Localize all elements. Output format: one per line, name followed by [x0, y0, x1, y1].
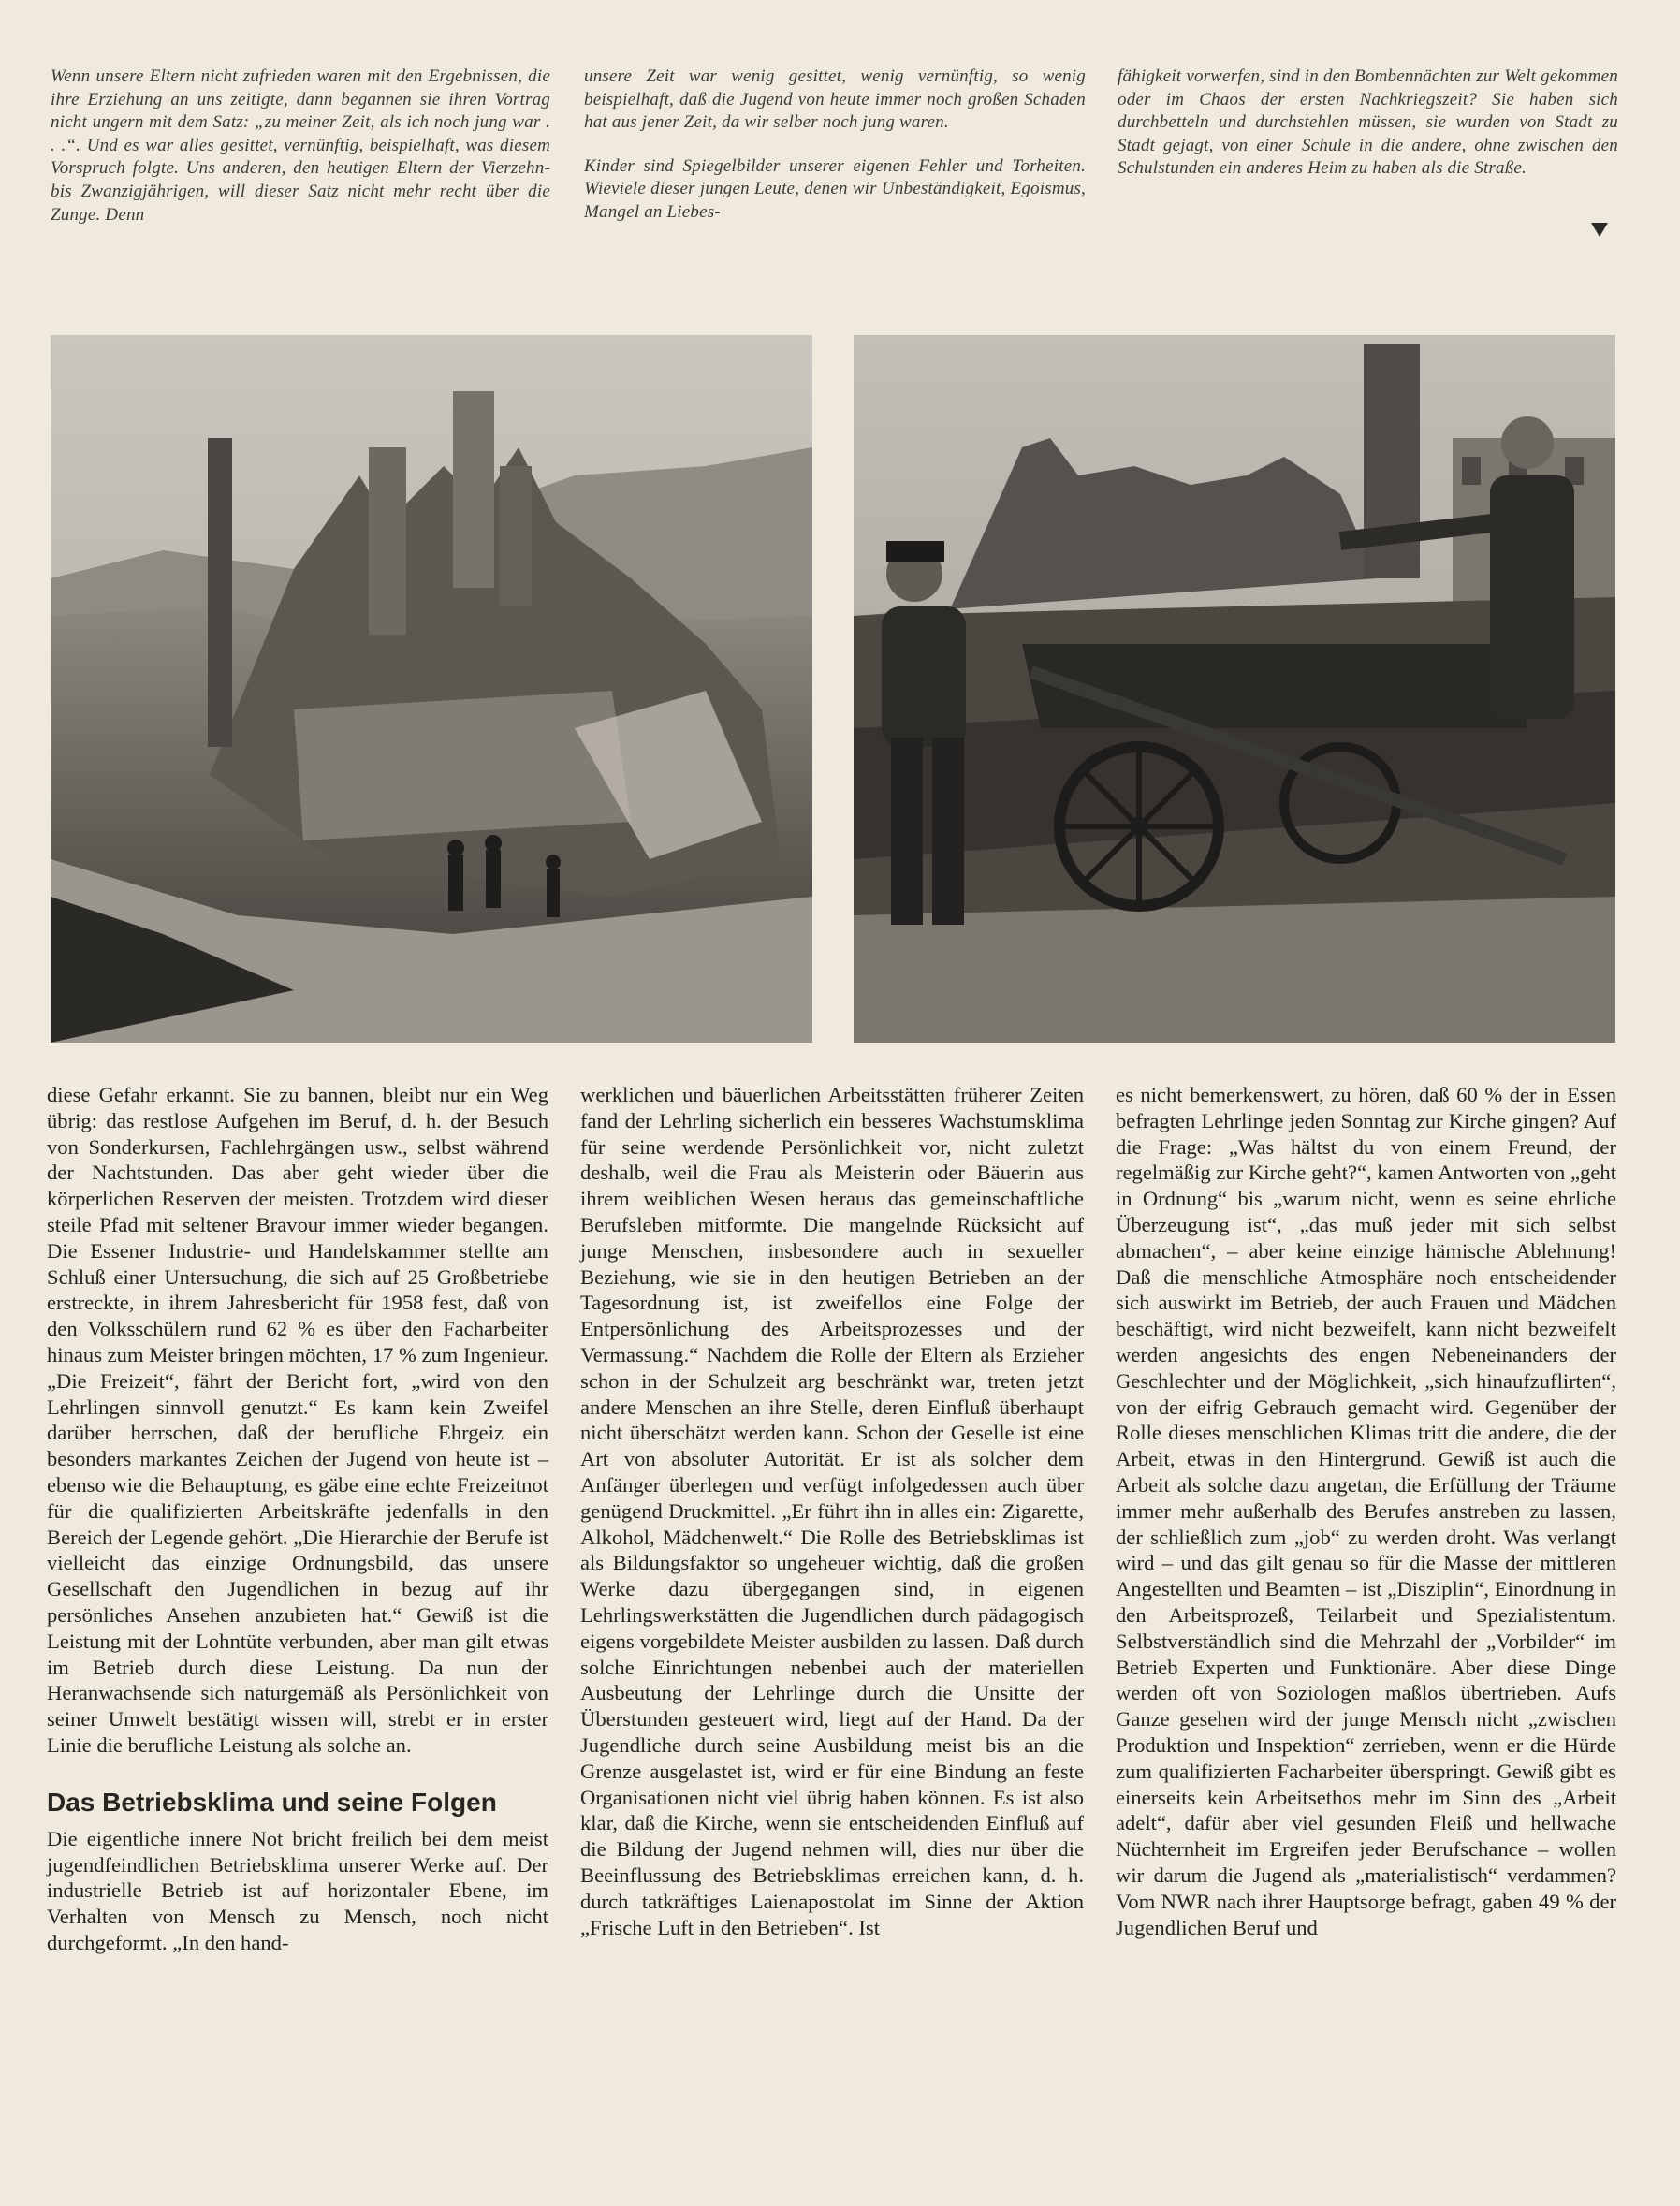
body-column-1 — [47, 1082, 548, 1956]
photo-boys-with-cart — [854, 335, 1615, 1043]
intro-paragraph: Wenn unsere Eltern nicht zufrieden waren mit den Ergebnissen, die ihre Erziehung an uns zeitigte, dann begannen sie ihren Vortrag nicht ungern mit dem Satz: „zu meiner Zeit, als ich noch jung war . . .“. Und es war alles gesittet, vernünftig, beispielhaft, was diesem Vorspruch folgte. Uns anderen, den heutigen Eltern der Vierzehn- bis Zwanzigjährigen, will dieser Satz nicht mehr recht über die Zunge. Denn — [51, 66, 550, 225]
intro-column-2 — [584, 66, 1086, 225]
intro-paragraph: Kinder sind Spiegelbilder unserer eigenen Fehler und Torheiten. Wieviele dieser jungen Leute, denen wir Unbeständigkeit, Egoismus, Mangel an Liebes- — [584, 155, 1086, 222]
body-paragraph: werklichen und bäuerlichen Arbeitsstätten früherer Zeiten fand der Lehrling sicherlich ein besseres Wachstumsklima für seine werdende Persönlichkeit vor, nicht zuletzt deshalb, weil die Frau als Meisterin oder Bäuerin aus ihrem weiblichen Wesen heraus das gemeinschaftliche Berufsleben mitformte. Die mangelnde Rücksicht auf junge Menschen, insbesondere auch in sexueller Beziehung, wie sie in den heutigen Betrieben an der Tagesordnung ist, ist zweifellos eine Folge der Entpersönlichung des Arbeitsprozesses und der Vermassung.“ Nachdem die Rolle der Eltern als Erzieher schon in der Schulzeit arg beschränkt war, treten jetzt andere Menschen an ihre Stelle, deren Einfluß überhaupt nicht überschätzt werden kann. Schon der Geselle ist eine Art von absoluter Autorität. Er ist als solcher dem Anfänger überlegen und verfügt infolgedessen auch über genügend Druckmittel. „Er führt ihn in alles ein: Zigarette, Alkohol, Mädchenwelt.“ Die Rolle des Betriebsklimas ist als Bildungsfaktor so ungeheuer wichtig, daß die großen Werke dazu übergegangen sind, in eigenen Lehrlingswerkstätten die Jugendlichen durch pädagogisch eigens vorgebildete Meister ausbilden zu lassen. Daß durch solche Einrichtungen nebenbei auch der materiellen Ausbeutung der Lehrlinge durch die Unsitte der Überstunden gesteuert wird, liegt auf der Hand. Da der Jugendliche durch seine Ausbildung meist bis an die Grenze ausgelastet ist, wird er für eine Bindung an feste Organisationen nicht viel übrig haben können. Es ist also klar, daß die Kirche, wenn sie entscheidenden Einfluß auf die Bildung der Jugend nehmen will, dies nur über die Beeinflussung des Betriebsklimas erreichen kann, d. h. durch tatkräftiges Laienapostolat im Sinne der Aktion „Frische Luft in den Betrieben“. Ist — [580, 1083, 1084, 1939]
section-heading: Das Betriebsklima und seine Folgen — [47, 1787, 497, 1817]
body-column-2 — [580, 1082, 1084, 1940]
intro-paragraph: unsere Zeit war wenig gesittet, wenig vernünftig, so wenig beispielhaft, daß die Jugend von heute immer noch großen Schaden hat aus jener Zeit, da wir selber noch jung waren. — [584, 66, 1086, 133]
intro-column-1 — [51, 66, 550, 226]
body-paragraph: diese Gefahr erkannt. Sie zu bannen, bleibt nur ein Weg übrig: das restlose Aufgehen im Beruf, d. h. der Besuch von Sonderkursen, Fachlehrgängen usw., selbst während der Nachtstunden. Das aber geht wieder über die körperlichen Reserven der meisten. Trotzdem wird dieser steile Pfad mit seltener Bravour immer wieder begangen. Die Essener Industrie- und Handelskammer stellte am Schluß einer Untersuchung, die sich auf 25 Großbetriebe erstreckte, in ihrem Jahresbericht für 1958 fest, daß von den Volksschülern rund 62 % es über den Facharbeiter hinaus zum Meister bringen möchten, 17 % zum Ingenieur. „Die Freizeit“, fährt der Bericht fort, „wird von den Lehrlingen sinnvoll genutzt.“ Es kann kein Zweifel darüber herrschen, daß der berufliche Ehrgeiz ein besonders markantes Zeichen der Jugend von heute ist – ebenso wie die Behauptung, es gäbe eine echte Freizeitnot für die qualifizierten Arbeitskräfte jedenfalls in den Bereich der Legende gehört. „Die Hierarchie der Berufe ist vielleicht das einzige Ordnungsbild, das unsere Gesellschaft den Jugendlichen in bezug auf ihr persönliches Ansehen anzubieten hat.“ Gewiß ist die Leistung mit der Lohntüte verbunden, aber man gilt etwas im Betrieb durch diese Leistung. Da nun der Heranwachsende sich naturgemäß als Persönlichkeit von seiner Umwelt bestätigt wissen will, strebt er in erster Linie die berufliche Leistung als solche an. — [47, 1083, 548, 1757]
photo-ruins-road — [51, 335, 812, 1043]
intro-column-3 — [1118, 66, 1618, 181]
body-column-3 — [1116, 1082, 1616, 1940]
body-paragraph: es nicht bemerkenswert, zu hören, daß 60 % der in Essen befragten Lehrlinge jeden Sonntag zur Kirche gingen? Auf die Frage: „Was hältst du von einem Freund, der regelmäßig zur Kirche geht?“, kamen Antworten von „geht in Ordnung“ bis „warum nicht, wenn es seine ehrliche Überzeugung ist“, „das muß jeder mit sich selbst abmachen“, – aber keine einzige hämische Ablehnung! Daß die menschliche Atmosphäre noch entscheidender sich auswirkt im Betrieb, der auch Frauen und Mädchen beschäftigt, wird nicht bezweifelt, kann nicht bezweifelt werden angesichts des engen Nebeneinanders der Geschlechter und der Möglichkeit, „sich hinaufzuflirten“, von der eifrig Gebrauch gemacht wird. Gegenüber der Rolle dieses menschlichen Klimas tritt die andere, die der Arbeit, etwas in den Hintergrund. Gewiß ist auch die Arbeit als solche dazu angetan, die Erfüllung der Träume immer mehr außerhalb des Berufes anstreben zu lassen, der schließlich zum „job“ zu werden droht. Was verlangt wird – und das gilt genau so für die Masse der mittleren Angestellten und Beamten – ist „Disziplin“, Einordnung in den Arbeitsprozeß, Teilarbeit und Spezialistentum. Selbstverständlich sind die Mehrzahl der „Vorbilder“ im Betrieb Experten und Funktionäre. Aber diese Dinge werden oft von Soziologen maßlos übertrieben. Aufs Ganze gesehen wird der junge Mensch nicht „zwischen Produktion und Inspektion“ zerrieben, wenn er die Hürde zum qualifizierten Facharbeiter überspringt. Gewiß gibt es einerseits kein Arbeitsethos mehr im Sinn des „Arbeit adelt“, dafür aber viel gesunden Fleiß und hellwache Nüchternheit im Ergreifen jeder Berufschance – wollen wir darum die Jugend als „materialistisch“ verdammen? Vom NWR nach ihrer Hauptsorge befragt, gaben 49 % der Jugendlichen Beruf und — [1116, 1083, 1616, 1939]
intro-paragraph: fähigkeit vorwerfen, sind in den Bombennächten zur Welt gekommen oder im Chaos der ersten Nachkriegszeit? Sie haben sich durchbetteln und durchstehlen müssen, sie wurden von Stadt zu Stadt gejagt, von einer Schule in die andere, ohne zwischen den Schulstunden ein anderes Heim zu haben als die Straße. — [1118, 66, 1618, 179]
down-triangle-icon — [1591, 223, 1608, 237]
body-paragraph: Die eigentliche innere Not bricht freilich bei dem meist jugendfeindlichen Betriebsklima unserer Werke auf. Der industrielle Betrieb ist auf horizontaler Ebene, im Verhalten von Mensch zu Mensch, noch nicht durchgeformt. „In den hand- — [47, 1826, 548, 1954]
